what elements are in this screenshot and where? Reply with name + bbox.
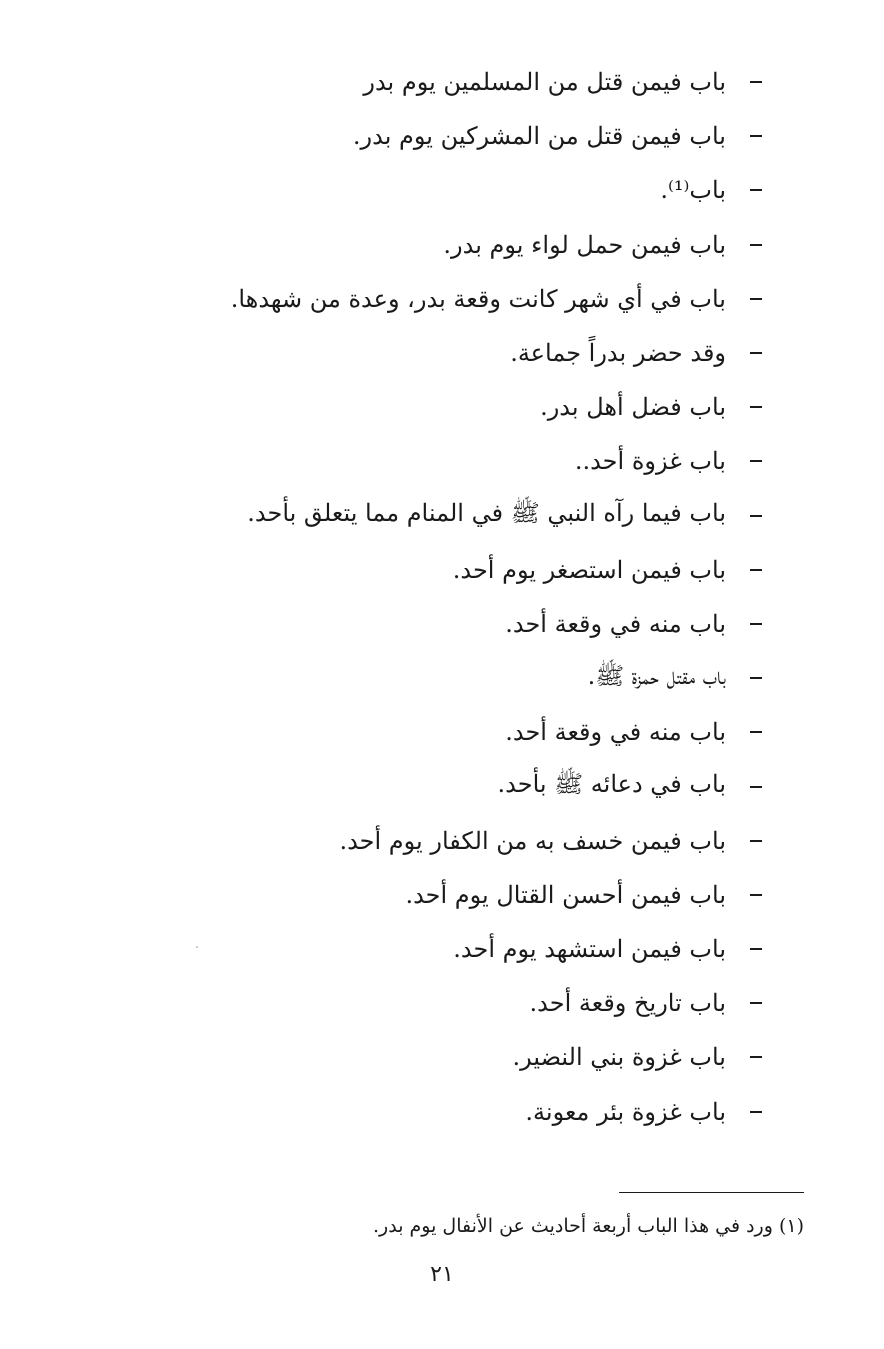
list-item <box>231 1085 762 1139</box>
dash-bullet <box>750 81 762 83</box>
list-item <box>231 597 762 651</box>
list-item <box>231 434 762 488</box>
list-item <box>231 380 762 434</box>
table-of-contents-list <box>231 55 762 1139</box>
toc-entry-text: باب فيمن قتل من المسلمين يوم بدر <box>363 68 726 97</box>
toc-entry-text: باب مقتل حمزة ﷺ. <box>587 661 726 690</box>
toc-entry-text: باب فيمن قتل من المشركين يوم بدر. <box>352 122 726 151</box>
dash-bullet <box>750 406 762 408</box>
list-item <box>231 1030 762 1084</box>
dash-bullet <box>750 731 762 733</box>
toc-entry-text: باب فيما رآه النبي ﷺ في المنام مما يتعلق بأحد. <box>247 499 726 528</box>
dash-bullet <box>750 189 762 191</box>
scan-speck <box>196 946 198 948</box>
dash-bullet <box>750 460 762 462</box>
toc-entry-text: باب تاريخ وقعة أحد. <box>529 989 726 1018</box>
footnote-divider <box>619 1192 804 1193</box>
list-item <box>231 543 762 597</box>
dash-bullet <box>750 1111 762 1113</box>
list-item <box>231 814 762 868</box>
toc-entry-text: باب فيمن استصغر يوم أحد. <box>452 555 726 584</box>
toc-entry-text: باب⁽¹⁾. <box>660 176 726 205</box>
page-number: ٢١ <box>430 1262 454 1287</box>
list-item <box>231 326 762 380</box>
list-item <box>231 489 762 543</box>
toc-entry-text: باب منه في وقعة أحد. <box>505 609 726 638</box>
list-item <box>231 976 762 1030</box>
toc-entry-text: باب فيمن استشهد يوم أحد. <box>453 935 726 964</box>
dash-bullet <box>750 786 762 788</box>
list-item <box>231 651 762 705</box>
dash-bullet <box>750 298 762 300</box>
list-item <box>231 868 762 922</box>
dash-bullet <box>750 244 762 246</box>
list-item <box>231 272 762 326</box>
list-item <box>231 759 762 813</box>
toc-entry-text: باب غزوة بني النضير. <box>512 1043 726 1072</box>
dash-bullet <box>750 569 762 571</box>
list-item <box>231 922 762 976</box>
list-item <box>231 705 762 759</box>
dash-bullet <box>750 894 762 896</box>
dash-bullet <box>750 840 762 842</box>
dash-bullet <box>750 515 762 517</box>
dash-bullet <box>750 1056 762 1058</box>
dash-bullet <box>750 1002 762 1004</box>
toc-entry-text: باب فضل أهل بدر. <box>540 393 726 422</box>
list-item <box>231 218 762 272</box>
toc-entry-text: باب في دعائه ﷺ بأحد. <box>497 770 726 799</box>
footnote-text: (١) ورد في هذا الباب أربعة أحاديث عن الأنفال يوم بدر. <box>373 1215 804 1237</box>
dash-bullet <box>750 352 762 354</box>
toc-entry-text: باب غزوة بئر معونة. <box>525 1097 726 1126</box>
toc-entry-text: باب في أي شهر كانت وقعة بدر، وعدة من شهدها. <box>230 284 726 313</box>
toc-entry-text: باب غزوة أحد.. <box>574 447 726 476</box>
toc-entry-text: باب فيمن خسف به من الكفار يوم أحد. <box>339 826 726 855</box>
dash-bullet <box>750 948 762 950</box>
list-item <box>231 163 762 217</box>
dash-bullet <box>750 623 762 625</box>
toc-entry-text: باب فيمن حمل لواء يوم بدر. <box>443 230 726 259</box>
list-item <box>231 55 762 109</box>
dash-bullet <box>750 135 762 137</box>
toc-entry-text: باب منه في وقعة أحد. <box>505 718 726 747</box>
toc-entry-text: باب فيمن أحسن القتال يوم أحد. <box>405 880 726 909</box>
toc-entry-text: وقد حضر بدراً جماعة. <box>510 339 726 368</box>
dash-bullet <box>750 677 762 679</box>
list-item <box>231 109 762 163</box>
